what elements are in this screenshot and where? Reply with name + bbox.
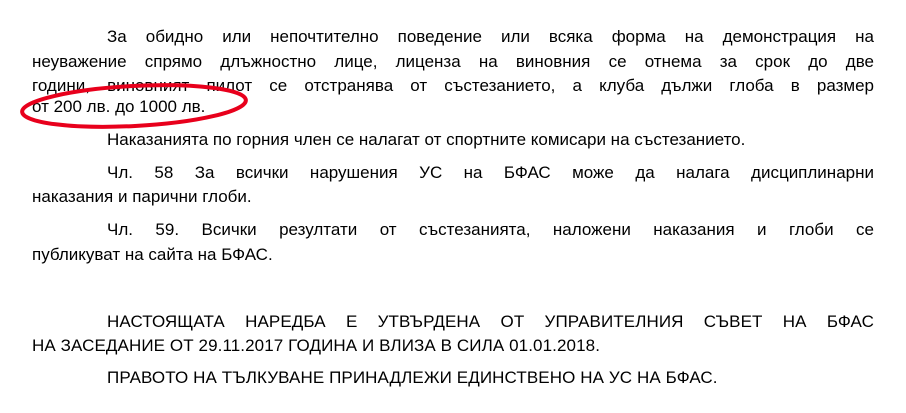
- article-59-line-1: Чл. 59. Всички резултати от състезанията, наложени наказания и глоби се: [107, 220, 874, 239]
- paragraph-2-line-1: Наказанията по горния член се налагат от спортните комисари на състезанието.: [107, 130, 746, 149]
- article-58-line-1: Чл. 58 За всички нарушения УС на БФАС може да налага дисциплинарни: [107, 163, 874, 182]
- paragraph-1-line-2: неуважение спрямо длъжностно лице, лиценза на виновния се отнема за срок до две: [32, 52, 874, 71]
- interpretation-right-line: ПРАВОТО НА ТЪЛКУВАНЕ ПРИНАДЛЕЖИ ЕДИНСТВЕНО НА УС НА БФАС.: [107, 368, 718, 387]
- ordinance-approval-line-2: НА ЗАСЕДАНИЕ ОТ 29.11.2017 ГОДИНА И ВЛИЗА В СИЛА 01.01.2018.: [32, 336, 601, 355]
- paragraph-1-line-3: години, виновният пилот се отстранява от състезанието, а клуба дължи глоба в размер: [32, 76, 874, 95]
- article-58-line-2: наказания и парични глоби.: [32, 187, 252, 206]
- ordinance-approval-line-1: НАСТОЯЩАТА НАРЕДБА Е УТВЪРДЕНА ОТ УПРАВИТЕЛНИЯ СЪВЕТ НА БФАС: [107, 312, 874, 331]
- paragraph-1-line-1: За обидно или непочтително поведение или всяка форма на демонстрация на: [107, 27, 874, 46]
- paragraph-1-line-4: от 200 лв. до 1000 лв.: [32, 97, 206, 116]
- article-59-line-2: публикуват на сайта на БФАС.: [32, 245, 273, 264]
